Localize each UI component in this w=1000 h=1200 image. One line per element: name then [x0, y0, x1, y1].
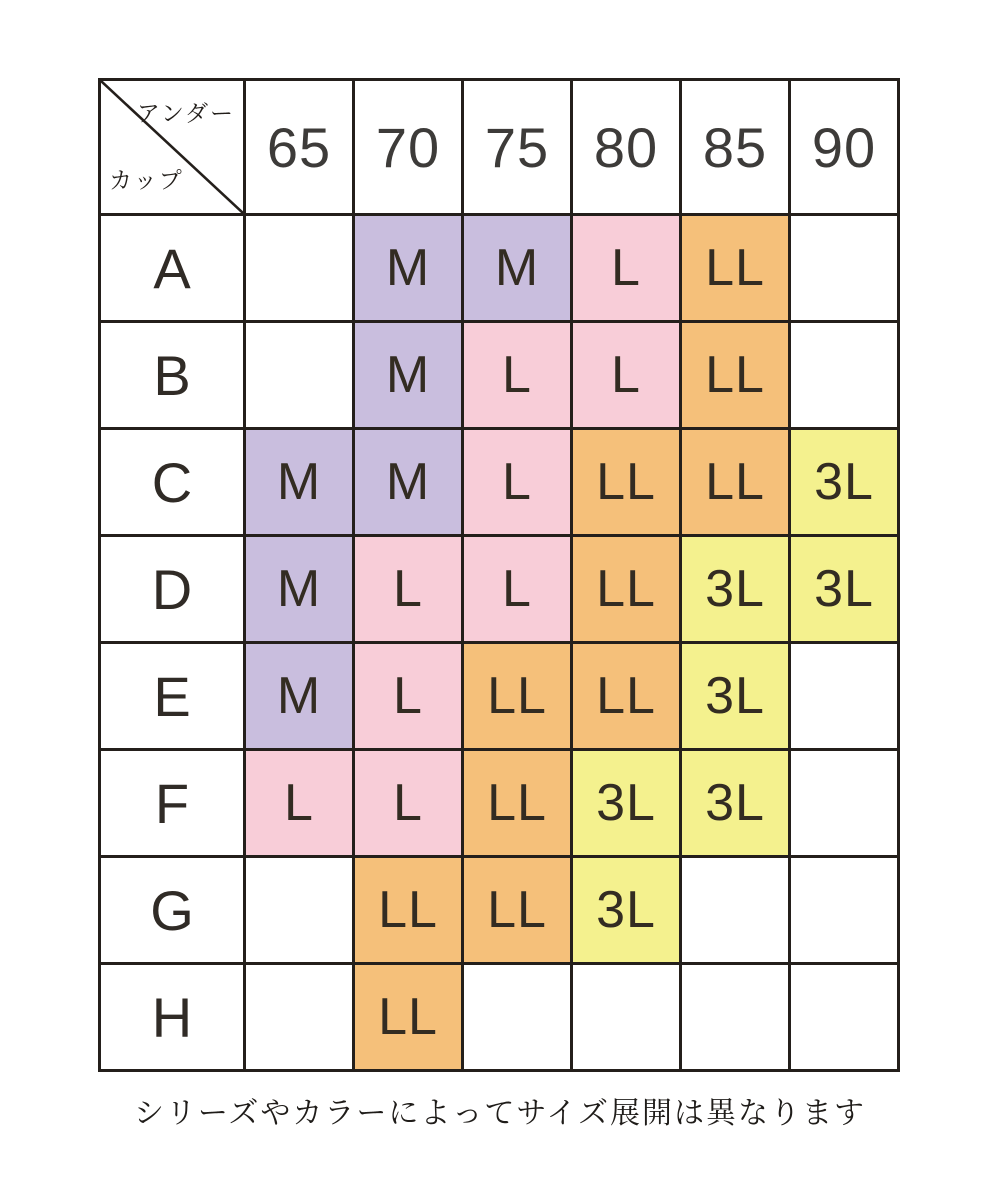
- size-cell: M: [354, 322, 463, 429]
- table-row: [100, 322, 899, 429]
- size-cell: L: [245, 750, 354, 857]
- column-header: 85: [681, 80, 790, 215]
- size-cell: M: [463, 215, 572, 322]
- size-cell: [245, 964, 354, 1071]
- size-cell: L: [354, 536, 463, 643]
- row-label: H: [100, 964, 245, 1071]
- size-cell: 3L: [681, 643, 790, 750]
- size-chart-table: [98, 78, 900, 1072]
- cup-axis-label: カップ: [109, 167, 184, 193]
- size-cell: [790, 643, 899, 750]
- column-header: 80: [572, 80, 681, 215]
- size-cell: [790, 857, 899, 964]
- size-cell: [681, 857, 790, 964]
- size-cell: LL: [681, 215, 790, 322]
- size-cell: [245, 322, 354, 429]
- header-row: [100, 80, 899, 215]
- size-cell: M: [245, 536, 354, 643]
- row-label: C: [100, 429, 245, 536]
- size-cell: L: [463, 429, 572, 536]
- size-cell: [245, 215, 354, 322]
- size-cell: [790, 750, 899, 857]
- size-cell: L: [463, 322, 572, 429]
- size-cell: 3L: [681, 536, 790, 643]
- column-header: 90: [790, 80, 899, 215]
- size-cell: 3L: [681, 750, 790, 857]
- table-row: [100, 750, 899, 857]
- column-header: 65: [245, 80, 354, 215]
- size-cell: M: [354, 215, 463, 322]
- size-cell: 3L: [572, 857, 681, 964]
- size-cell: [681, 964, 790, 1071]
- size-cell: L: [354, 750, 463, 857]
- size-cell: [790, 215, 899, 322]
- table-row: [100, 964, 899, 1071]
- size-cell: LL: [572, 536, 681, 643]
- row-label: G: [100, 857, 245, 964]
- table-row: [100, 429, 899, 536]
- size-cell: L: [354, 643, 463, 750]
- size-cell: L: [572, 215, 681, 322]
- row-label: D: [100, 536, 245, 643]
- size-cell: LL: [681, 322, 790, 429]
- size-cell: [790, 322, 899, 429]
- corner-header-cell: [100, 80, 245, 215]
- table-row: [100, 643, 899, 750]
- row-label: B: [100, 322, 245, 429]
- size-cell: L: [572, 322, 681, 429]
- size-cell: M: [354, 429, 463, 536]
- table-row: [100, 536, 899, 643]
- size-cell: LL: [354, 964, 463, 1071]
- row-label: F: [100, 750, 245, 857]
- size-cell: [245, 857, 354, 964]
- size-cell: L: [463, 536, 572, 643]
- size-cell: LL: [463, 857, 572, 964]
- size-cell: LL: [463, 643, 572, 750]
- size-cell: [572, 964, 681, 1071]
- size-cell: [463, 964, 572, 1071]
- under-axis-label: アンダー: [136, 100, 235, 126]
- table-row: [100, 215, 899, 322]
- size-cell: 3L: [790, 429, 899, 536]
- column-header: 70: [354, 80, 463, 215]
- size-cell: [790, 964, 899, 1071]
- size-cell: LL: [572, 643, 681, 750]
- size-cell: 3L: [790, 536, 899, 643]
- table-row: [100, 857, 899, 964]
- size-cell: M: [245, 429, 354, 536]
- size-cell: M: [245, 643, 354, 750]
- size-cell: LL: [681, 429, 790, 536]
- column-header: 75: [463, 80, 572, 215]
- row-label: E: [100, 643, 245, 750]
- row-label: A: [100, 215, 245, 322]
- size-cell: 3L: [572, 750, 681, 857]
- size-cell: LL: [463, 750, 572, 857]
- size-cell: LL: [572, 429, 681, 536]
- size-cell: LL: [354, 857, 463, 964]
- caption-note: シリーズやカラーによってサイズ展開は異なります: [133, 1097, 867, 1130]
